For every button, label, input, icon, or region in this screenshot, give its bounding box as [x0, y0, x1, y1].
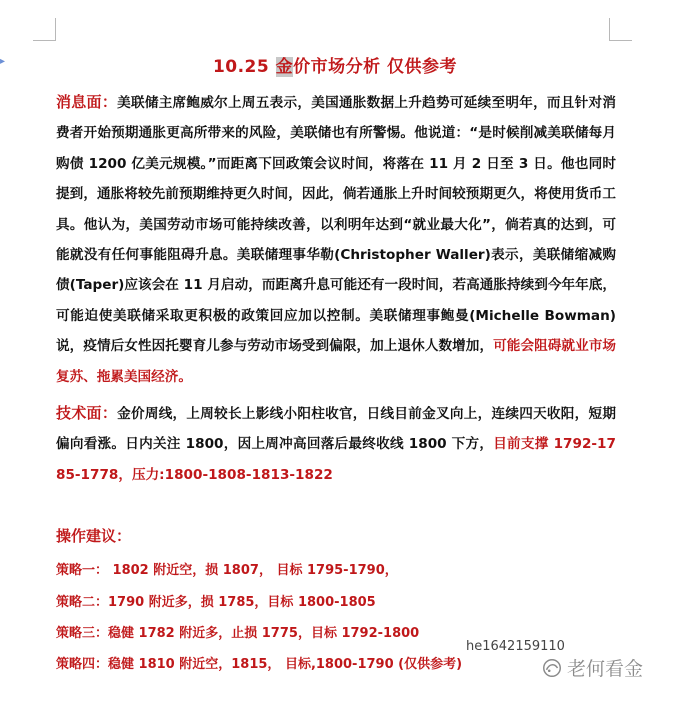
strategy-item: 策略四：稳健 1810 附近空，1815， 目标,1800-1790 (仅供参考) [56, 657, 463, 672]
strategy-item: 策略一： 1802 附近空，损 1807， 目标 1795-1790， [56, 563, 398, 578]
operations-title: 操作建议： [56, 527, 132, 545]
technical-label: 技术面： [56, 404, 118, 422]
page-corner-mark-top-right [609, 18, 632, 41]
news-highlight: 可能会阻碍就业市场复苏、拖累美国经济。 [56, 338, 616, 385]
source-watermark [541, 654, 643, 681]
page-corner-mark-top-left [33, 18, 56, 41]
title-rest: 价市场分析 仅供参考 [293, 57, 458, 77]
watermark-text: 老何看金 [567, 658, 644, 680]
news-paragraph [56, 87, 616, 392]
technical-body: 金价周线，上周较长上影线小阳柱收官，日线目前金叉向上，连续四天收阳，短期偏向看涨。日内关注 1800，因上周冲高回落后最终收线 1800 下方， [56, 406, 616, 453]
news-body: 美联储主席鲍威尔上周五表示，美国通胀数据上升趋势可延续至明年，而且针对消费者开始预期通胀更高所带来的风险，美联储也有所警惕。他说道：“是时候削减美联储每月购债 1200 亿美元规模。”而距离下回政策会议时间，将落在 11 月 2 日至 3 日。他也同时提到，通胀将较先前预期维持更久时间，因此，倘若通胀上升时间较预期更久，将使用货币工具。他认为，美国劳动市场可能持续改善，以利明年达到“就业最大化”，倘若真的达到，可能就没有任何事能阻碍升息。美联储理事华勒(Christopher Waller)表示，美联储缩减购债(Taper)应该会在 11 月启动，而距离升息可能还有一段时间，若高通胀持续到今年年底，可能迫使美联储采取更积极的政策回应加以控制。美联储理事鲍曼(Michelle Bowman)说，疫情后女性因托婴育儿参与劳动市场受到偏限，加上退休人数增加， [56, 95, 616, 355]
watermark-logo-icon [541, 657, 563, 679]
margin-arrow-icon: ▸ [0, 56, 6, 67]
technical-paragraph [56, 398, 616, 490]
news-label: 消息面： [56, 93, 118, 111]
strategy-item: 策略三：稳健 1782 附近多，止损 1775，目标 1792-1800 [56, 626, 420, 641]
title-highlighted-char: 金 [275, 57, 294, 77]
strategy-item: 策略二：1790 附近多，损 1785，目标 1800-1805 [56, 595, 376, 610]
title-prefix: 10.25 [212, 57, 276, 77]
wechat-id: he1642159110 [466, 639, 565, 654]
document-title [0, 52, 670, 77]
technical-highlight: 目前支撑 1792-1785-1778，压力:1800-1808-1813-1822 [56, 436, 616, 483]
